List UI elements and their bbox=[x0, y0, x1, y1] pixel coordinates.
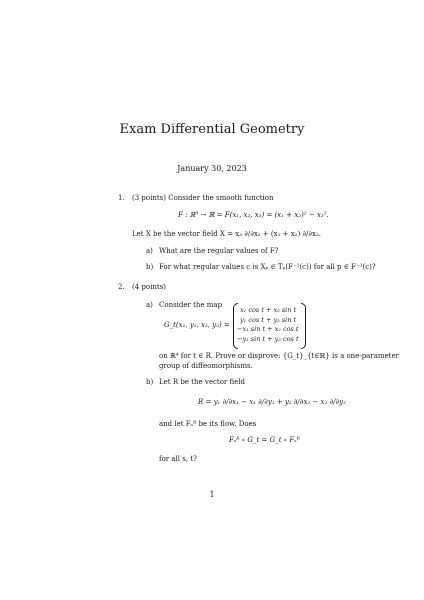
matrix-row-2: y₁ cos t + y₂ sin t bbox=[240, 315, 297, 324]
question-2-intro: (4 points) bbox=[132, 283, 166, 291]
question-2b-text: Let R be the vector field bbox=[159, 378, 246, 386]
question-2-number: 2. bbox=[118, 283, 125, 291]
question-2a-statement-line-1: on ℝ⁴ for t ∈ R. Prove or disprove: {G_t}_{t∈ℝ} is a one-parameter bbox=[159, 352, 399, 360]
matrix-row-3: −x₁ sin t + x₂ cos t bbox=[237, 325, 299, 333]
question-1a-text: What are the regular values of F? bbox=[159, 247, 279, 255]
question-1b-text: For what regular values c is Xₚ ∈ Tₚ(F⁻¹(c)) for all p ∈ F⁻¹(c)? bbox=[159, 263, 376, 271]
commutation-equation: Fₛᴿ ∘ G_t = G_t ∘ Fₛᴿ bbox=[229, 436, 300, 444]
matrix-row-4: −y₁ sin t + y₂ cos t bbox=[237, 334, 299, 343]
question-1a-label: a) bbox=[146, 247, 153, 255]
matrix-row-1: x₁ cos t + x₂ sin t bbox=[240, 306, 297, 314]
exam-date: January 30, 2023 bbox=[177, 164, 247, 173]
question-2a-statement-line-2: group of diffeomorphisms. bbox=[159, 362, 253, 370]
question-2b-flow-text: and let Fₛᴿ be its flow. Does bbox=[159, 420, 257, 428]
page-title: Exam Differential Geometry bbox=[119, 122, 305, 137]
question-1-number: 1. bbox=[118, 194, 125, 202]
question-2b-closing: for all s, t? bbox=[159, 455, 197, 463]
vector-field-r-equation: R = y₁ ∂/∂x₁ − x₁ ∂/∂y₁ + y₂ ∂/∂x₂ − x₂ ∂/∂y₂ bbox=[198, 398, 346, 406]
map-lhs: G_t(x₁, y₁, x₂, y₂) = bbox=[164, 321, 230, 329]
page-number: 1 bbox=[209, 490, 215, 499]
question-2b-label: b) bbox=[146, 378, 154, 386]
matrix-right-paren bbox=[301, 303, 306, 349]
question-1-vector-field: Let X be the vector field X = x₃ ∂/∂x₂ + (x₁ + x₂) ∂/∂x₃. bbox=[132, 230, 321, 238]
question-1-function: F : ℝ³ → ℝ = F(x₁, x₂, x₃) = (x₁ + x₂)² − x₃². bbox=[178, 211, 329, 219]
question-1-intro: (3 points) Consider the smooth function bbox=[132, 194, 274, 202]
question-1b-label: b) bbox=[146, 263, 154, 271]
question-2a-label: a) bbox=[146, 301, 153, 309]
question-2a-text: Consider the map bbox=[159, 301, 223, 309]
